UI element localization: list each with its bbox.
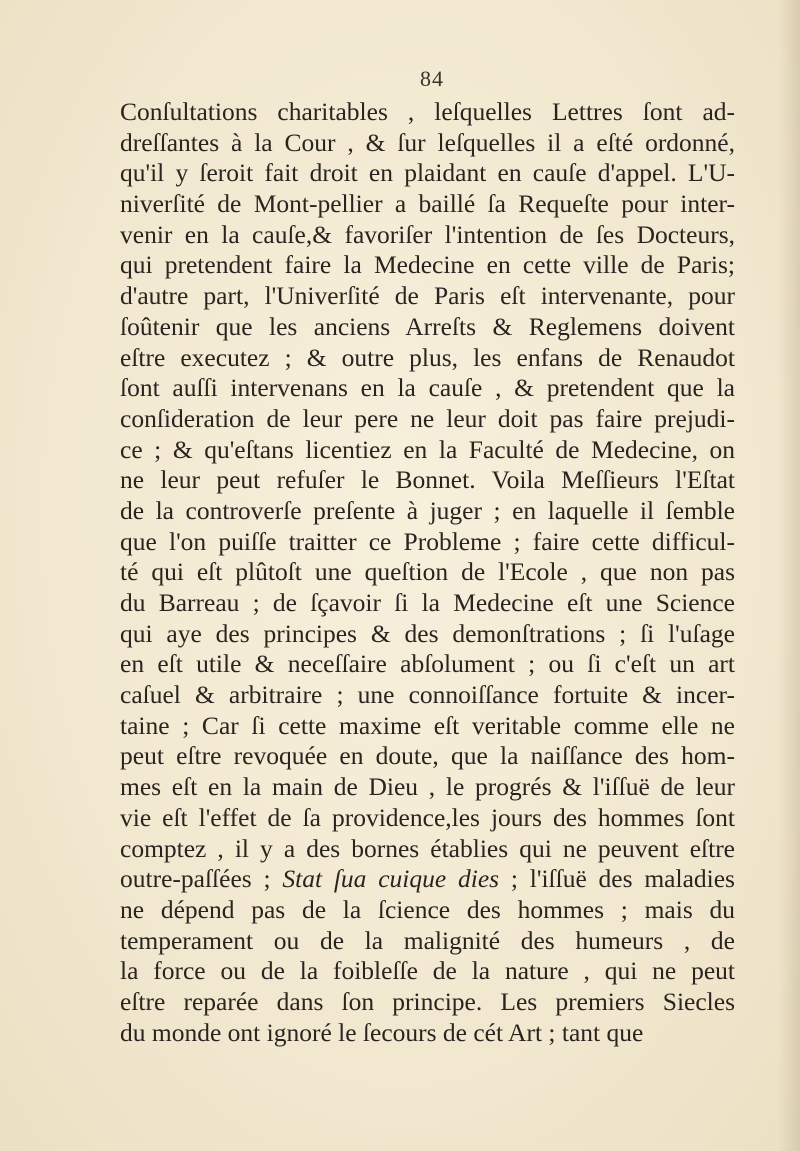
text-line: ſoûtenir que les anciens Arreſts & Reglemens doivent bbox=[120, 311, 735, 341]
text-line: la force ou de la foibleſſe de la nature , qui ne peut bbox=[120, 956, 735, 986]
text-line: taine ; Car ſi cette maxime eſt veritable comme elle ne bbox=[120, 710, 735, 740]
latin-quote: Stat ſua cuique dies bbox=[282, 864, 500, 894]
text-line: eſtre reparée dans ſon principe. Les premiers Siecles bbox=[120, 986, 735, 1016]
text-line: eſtre executez ; & outre plus, les enfans de Renaudot bbox=[120, 342, 735, 372]
text-line: ſont auſſi intervenans en la cauſe , & pretendent que la bbox=[120, 373, 735, 403]
text-line: niverſité de Mont-pellier a baillé ſa Requeſte pour inter- bbox=[120, 189, 735, 219]
text-line: ce ; & qu'eſtans licentiez en la Faculté de Medecine, on bbox=[120, 434, 735, 464]
text-line: d'autre part, l'Univerſité de Paris eſt intervenante, pour bbox=[120, 281, 735, 311]
page-edge-shadow bbox=[778, 0, 800, 1151]
text-line: conſideration de leur pere ne leur doit pas faire prejudi- bbox=[120, 403, 735, 433]
text-line: du monde ont ignoré le ſecours de cét Art ; tant que bbox=[120, 1017, 644, 1047]
text-line: que l'on puiſſe traitter ce Probleme ; faire cette difficul- bbox=[120, 526, 735, 556]
text-line: du Barreau ; de ſçavoir ſi la Medecine eſt une Science bbox=[120, 588, 735, 617]
text-line: Conſultations charitables , leſquelles Lettres ſont ad- bbox=[120, 97, 735, 126]
page-number: 84 bbox=[420, 66, 444, 91]
text-line: en eſt utile & neceſſaire abſolument ; ou ſi c'eſt un art bbox=[120, 649, 735, 679]
text-line: peut eſtre revoquée en doute, que la naiſſance des hom- bbox=[120, 741, 735, 771]
text-line: temperament ou de la malignité des humeurs , de bbox=[120, 925, 735, 955]
text-line: mes eſt en la main de Dieu , le progrés & l'iſſuë de leur bbox=[120, 772, 735, 802]
text-line: vie eſt l'effet de ſa providence,les jours des hommes ſont bbox=[120, 802, 735, 832]
text-line: qu'il y ſeroit fait droit en plaidant en cauſe d'appel. L'U- bbox=[120, 158, 735, 188]
text-line: té qui eſt plûtoſt une queſtion de l'Ecole , que non pas bbox=[120, 557, 735, 587]
text-line: comptez , il y a des bornes établies qui ne peuvent eſtre bbox=[120, 833, 735, 863]
text-line: dreſſantes à la Cour , & ſur leſquelles il a eſté ordonné, bbox=[120, 127, 735, 157]
text-line: caſuel & arbitraire ; une connoiſſance fortuite & incer- bbox=[120, 680, 735, 710]
text-line: ne leur peut refuſer le Bonnet. Voila Meſſieurs l'Eſtat bbox=[120, 465, 735, 495]
text-line: outre-paſſées ; Stat ſua cuique dies ; l'iſſuë des maladies bbox=[120, 864, 735, 894]
text-line: venir en la cauſe,& favoriſer l'intention de ſes Docteurs, bbox=[120, 219, 735, 249]
text-line: de la controverſe preſente à juger ; en laquelle il ſemble bbox=[120, 495, 735, 525]
text-line: ne dépend pas de la ſcience des hommes ; mais du bbox=[120, 894, 735, 924]
text-line: qui aye des principes & des demonſtrations ; ſi l'uſage bbox=[120, 618, 735, 648]
body-text bbox=[120, 97, 735, 1048]
text-line: qui pretendent faire la Medecine en cette ville de Paris; bbox=[120, 250, 735, 280]
